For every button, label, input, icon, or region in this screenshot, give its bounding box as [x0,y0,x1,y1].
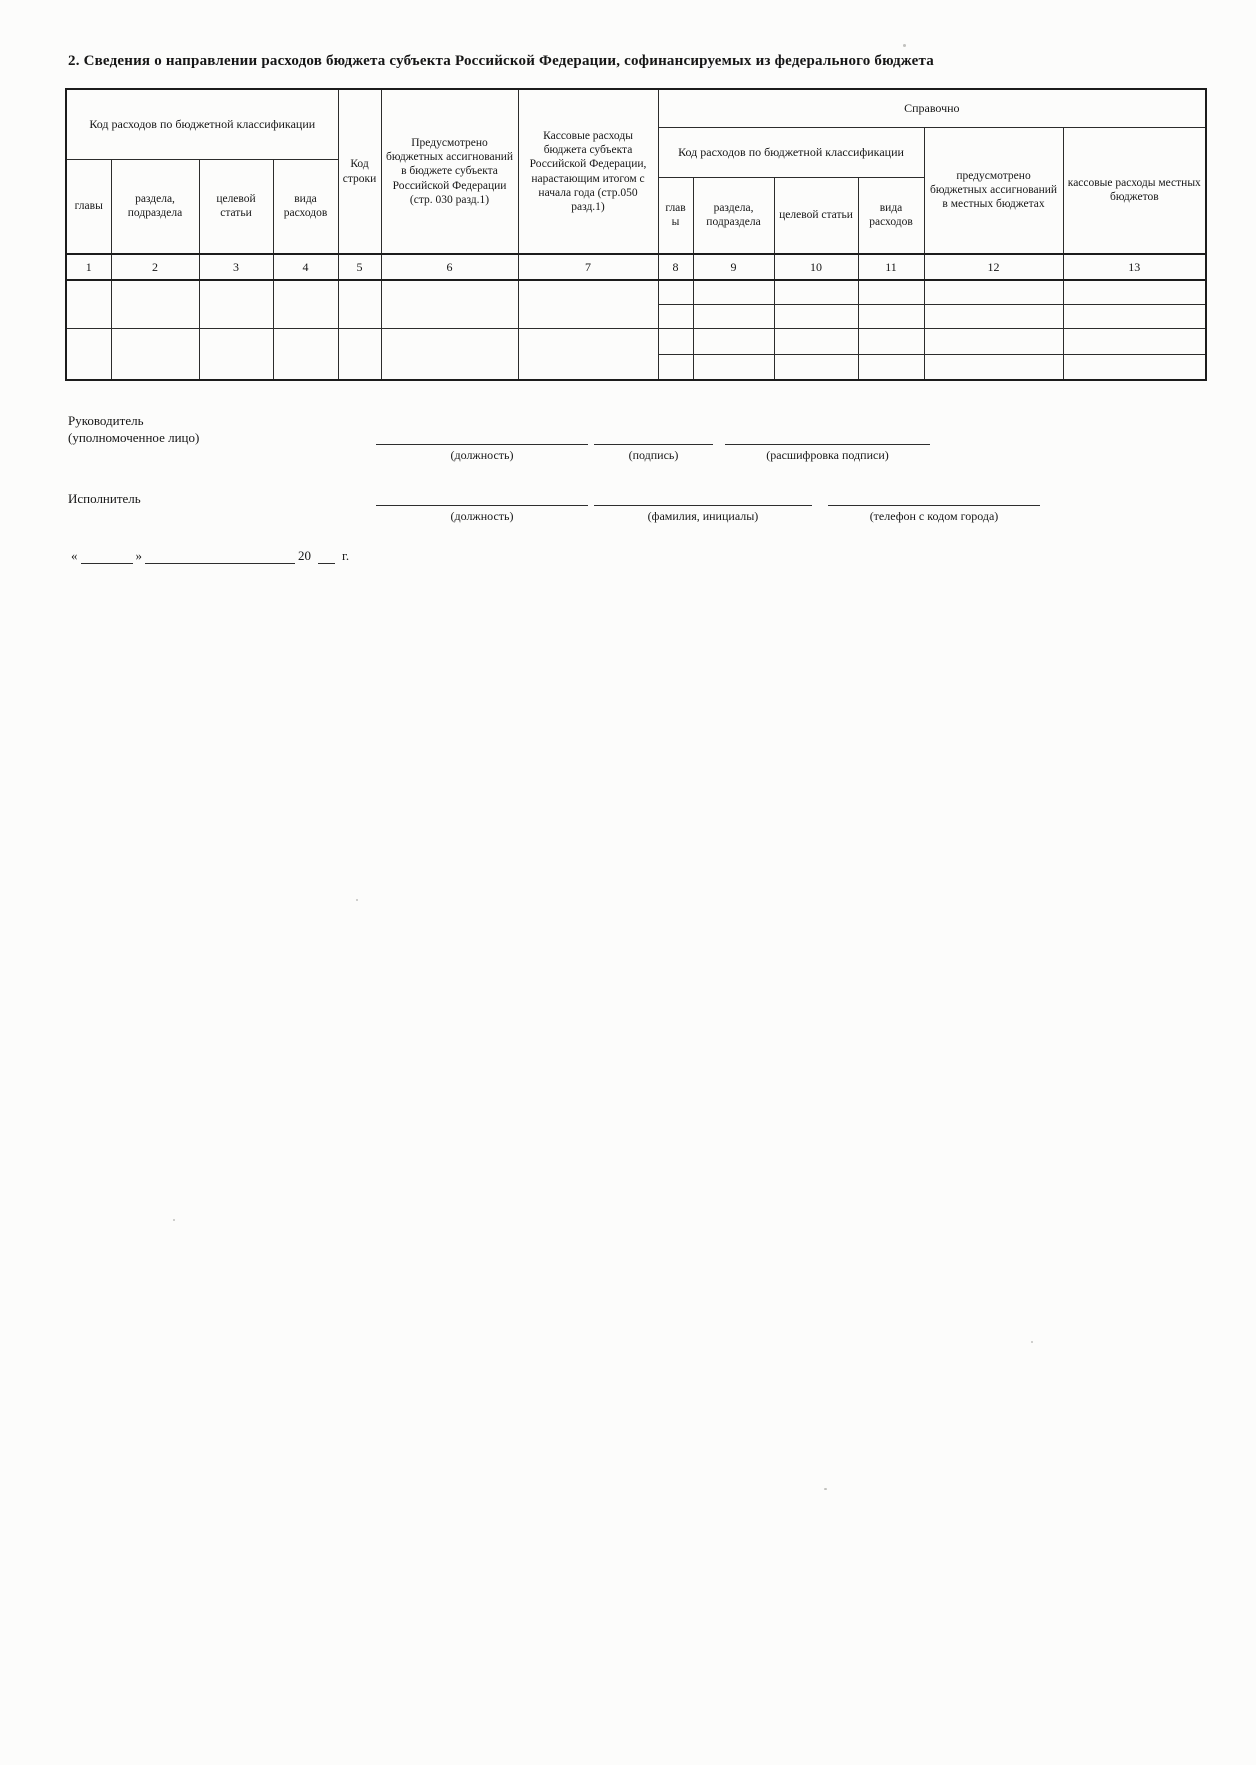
body-cell [693,328,774,354]
section-title: 2. Сведения о направлении расходов бюджета субъекта Российской Федерации, софинансируемых из федерального бюджета [68,53,934,69]
date-line [68,548,352,564]
header-target-item-left: целевой статьи [199,159,273,254]
date-century: 20 [298,548,311,563]
body-cell [774,328,858,354]
executor-position-caption: (должность) [450,509,514,523]
column-number: 3 [199,254,273,280]
body-cell [338,280,381,328]
date-close-quote: » [135,548,142,563]
body-cell [518,280,658,328]
executor-name-line [594,505,812,506]
scan-speck [173,1219,175,1221]
body-cell [518,328,658,380]
column-number: 4 [273,254,338,280]
body-cell [774,280,858,304]
body-cell [111,328,199,380]
manager-decryption-caption: (расшифровка подписи) [766,448,889,462]
body-cell [1063,304,1206,328]
body-cell [273,280,338,328]
manager-signature-caption: (подпись) [628,448,679,462]
header-expense-kind-right: вида расходов [858,177,924,254]
body-cell [924,328,1063,354]
body-cell [658,304,693,328]
executor-position-line [376,505,588,506]
body-cell [66,328,111,380]
date-month-blank [145,550,295,564]
scan-speck [356,899,358,901]
body-cell [658,280,693,304]
manager-label [68,412,199,446]
header-classification-left: Код расходов по бюджетной классификации [66,89,338,159]
header-section-right: раздела, подраздела [693,177,774,254]
body-cell [1063,354,1206,380]
body-cell [858,354,924,380]
manager-position-caption: (должность) [450,448,514,462]
body-cell [338,328,381,380]
date-year-blank [318,550,335,564]
body-cell [658,354,693,380]
header-section-left: раздела, подраздела [111,159,199,254]
budget-table-wrapper [65,88,1207,381]
body-cell [1063,328,1206,354]
column-number: 5 [338,254,381,280]
column-number: 7 [518,254,658,280]
manager-decryption-line [725,444,930,445]
manager-signature-line [594,444,713,445]
column-number: 6 [381,254,518,280]
header-classification-right: Код расходов по бюджетной классификации [658,127,924,177]
executor-phone-caption: (телефон с кодом города) [869,509,999,523]
body-cell [693,304,774,328]
scan-speck [1031,1341,1033,1343]
body-cell [924,280,1063,304]
executor-phone-line [828,505,1040,506]
column-number: 13 [1063,254,1206,280]
column-number: 11 [858,254,924,280]
header-local-cash: кассовые расходы местных бюджетов [1063,127,1206,254]
date-year-suffix: г. [342,548,350,563]
executor-label: Исполнитель [68,491,141,506]
header-target-item-right: целевой статьи [774,177,858,254]
body-cell [658,328,693,354]
scan-speck [903,44,906,47]
header-chapter-right: главы [658,177,693,254]
manager-label-line2: (уполномоченное лицо) [68,430,200,445]
date-open-quote: « [71,548,78,563]
body-cell [1063,280,1206,304]
body-cell [774,304,858,328]
body-cell [858,304,924,328]
column-number: 12 [924,254,1063,280]
body-cell [66,280,111,328]
header-expense-kind-left: вида расходов [273,159,338,254]
manager-position-line [376,444,588,445]
body-cell [199,280,273,328]
column-number: 9 [693,254,774,280]
budget-table [65,88,1207,381]
body-cell [858,328,924,354]
manager-label-line1: Руководитель [68,413,144,428]
body-cell [111,280,199,328]
executor-name-caption: (фамилия, инициалы) [647,509,759,523]
column-number: 2 [111,254,199,280]
body-cell [693,280,774,304]
header-subject-cash: Кассовые расходы бюджета субъекта Российской Федерации, нарастающим итогом с начала года (стр.050 разд.1) [518,89,658,254]
body-cell [273,328,338,380]
body-cell [924,354,1063,380]
header-chapter-left: главы [66,159,111,254]
header-local-allocations: предусмотрено бюджетных ассигнований в местных бюджетах [924,127,1063,254]
header-subject-allocations: Предусмотрено бюджетных ассигнований в бюджете субъекта Российской Федерации (стр. 030 разд.1) [381,89,518,254]
body-cell [858,280,924,304]
body-cell [381,328,518,380]
body-cell [381,280,518,328]
column-number: 10 [774,254,858,280]
date-day-blank [81,550,133,564]
header-reference: Справочно [658,89,1206,127]
body-cell [199,328,273,380]
column-number: 8 [658,254,693,280]
scan-speck [824,1488,827,1490]
header-code-line: Код строки [338,89,381,254]
body-cell [774,354,858,380]
body-cell [924,304,1063,328]
body-cell [693,354,774,380]
column-number: 1 [66,254,111,280]
